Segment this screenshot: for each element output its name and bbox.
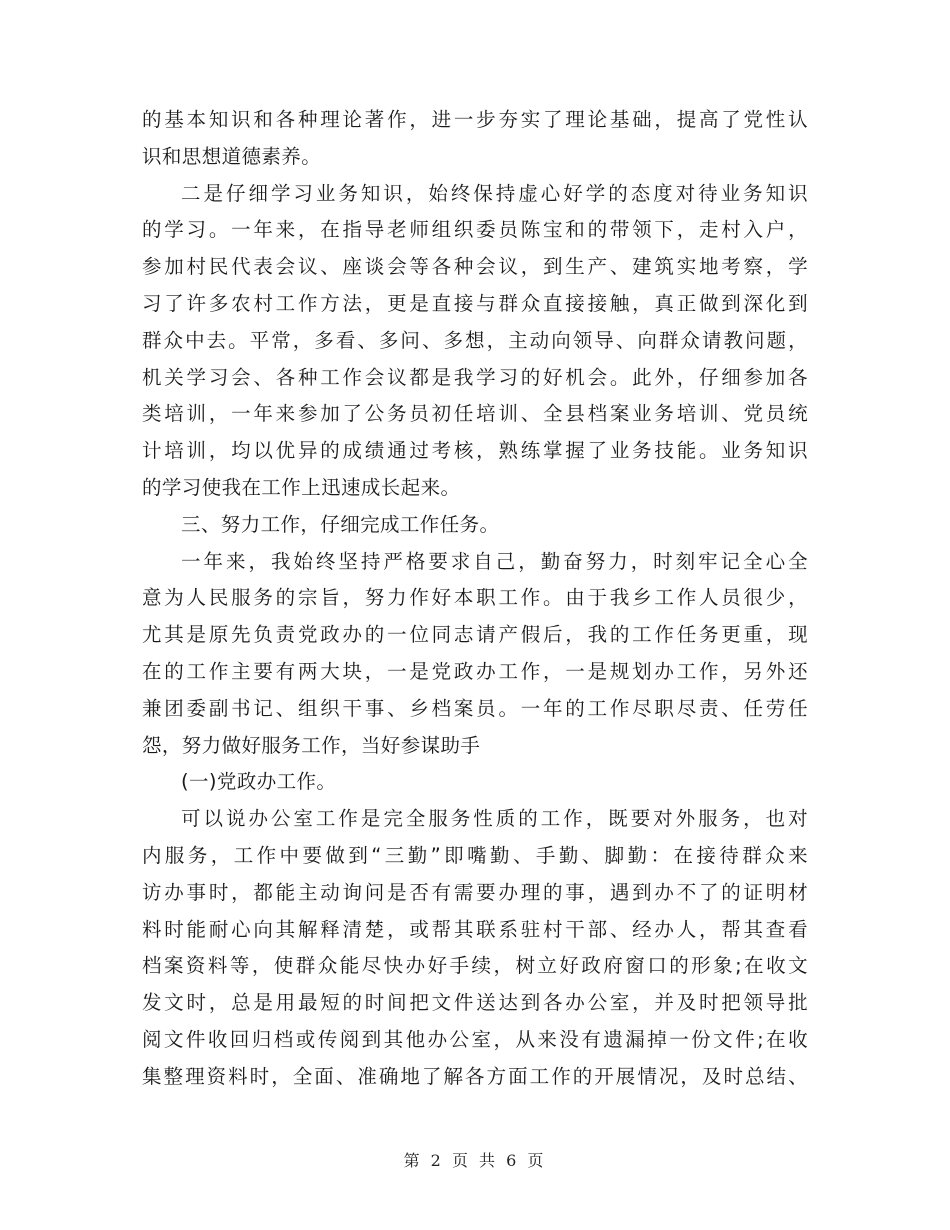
document-body	[142, 102, 808, 1096]
text-line: 在的工作主要有两大块，一是党政办工作，一是规划办工作，另外还	[142, 659, 808, 683]
text-line: 习了许多农村工作方法，更是直接与群众直接接触，真正做到深化到	[142, 291, 808, 315]
text-line: 集整理资料时，全面、准确地了解各方面工作的开展情况，及时总结、	[142, 1064, 808, 1088]
text-line: 的学习使我在工作上迅速成长起来。	[142, 475, 461, 499]
text-line: 三、努力工作，仔细完成工作任务。	[181, 512, 500, 536]
text-line: 怨，努力做好服务工作，当好参谋助手	[142, 733, 481, 757]
text-line: 可以说办公室工作是完全服务性质的工作，既要对外服务，也对	[181, 807, 808, 831]
text-line: 类培训，一年来参加了公务员初任培训、全县档案业务培训、党员统	[142, 402, 808, 426]
text-line: 计培训，均以优异的成绩通过考核，熟练掌握了业务技能。业务知识	[142, 439, 808, 463]
text-line: 发文时，总是用最短的时间把文件送达到各办公室，并及时把领导批	[142, 991, 808, 1015]
text-line: 识和思想道德素养。	[142, 144, 322, 168]
text-line: 二是仔细学习业务知识，始终保持虚心好学的态度对待业务知识	[181, 181, 808, 205]
text-line: 机关学习会、各种工作会议都是我学习的好机会。此外，仔细参加各	[142, 365, 808, 389]
text-line: 档案资料等，使群众能尽快办好手续，树立好政府窗口的形象;在收文	[142, 954, 808, 978]
text-line: 内服务，工作中要做到“三勤”即嘴勤、手勤、脚勤：在接待群众来	[142, 843, 808, 867]
page-footer: 第 2 页 共 6 页	[403, 1151, 547, 1170]
text-line: 尤其是原先负责党政办的一位同志请产假后，我的工作任务更重，现	[142, 623, 808, 647]
text-line: 的基本知识和各种理论著作，进一步夯实了理论基础，提高了党性认	[142, 108, 808, 131]
text-line: 的学习。一年来，在指导老师组织委员陈宝和的带领下，走村入户，	[142, 218, 808, 242]
text-line: 访办事时，都能主动询问是否有需要办理的事，遇到办不了的证明材	[142, 880, 808, 904]
text-line: 群众中去。平常，多看、多问、多想，主动向领导、向群众请教问题，	[142, 328, 808, 352]
text-line: 参加村民代表会议、座谈会等各种会议，到生产、建筑实地考察，学	[142, 255, 808, 279]
text-line: 一年来，我始终坚持严格要求自己，勤奋努力，时刻牢记全心全	[181, 549, 808, 573]
text-line: 意为人民服务的宗旨，努力作好本职工作。由于我乡工作人员很少，	[142, 586, 808, 610]
text-line: (一)党政办工作。	[181, 770, 337, 794]
text-line: 料时能耐心向其解释清楚，或帮其联系驻村干部、经办人，帮其查看	[142, 917, 808, 941]
text-line: 阅文件收回归档或传阅到其他办公室，从来没有遗漏掉一份文件;在收	[142, 1027, 808, 1051]
text-line: 兼团委副书记、组织干事、乡档案员。一年的工作尽职尽责、任劳任	[142, 696, 808, 720]
